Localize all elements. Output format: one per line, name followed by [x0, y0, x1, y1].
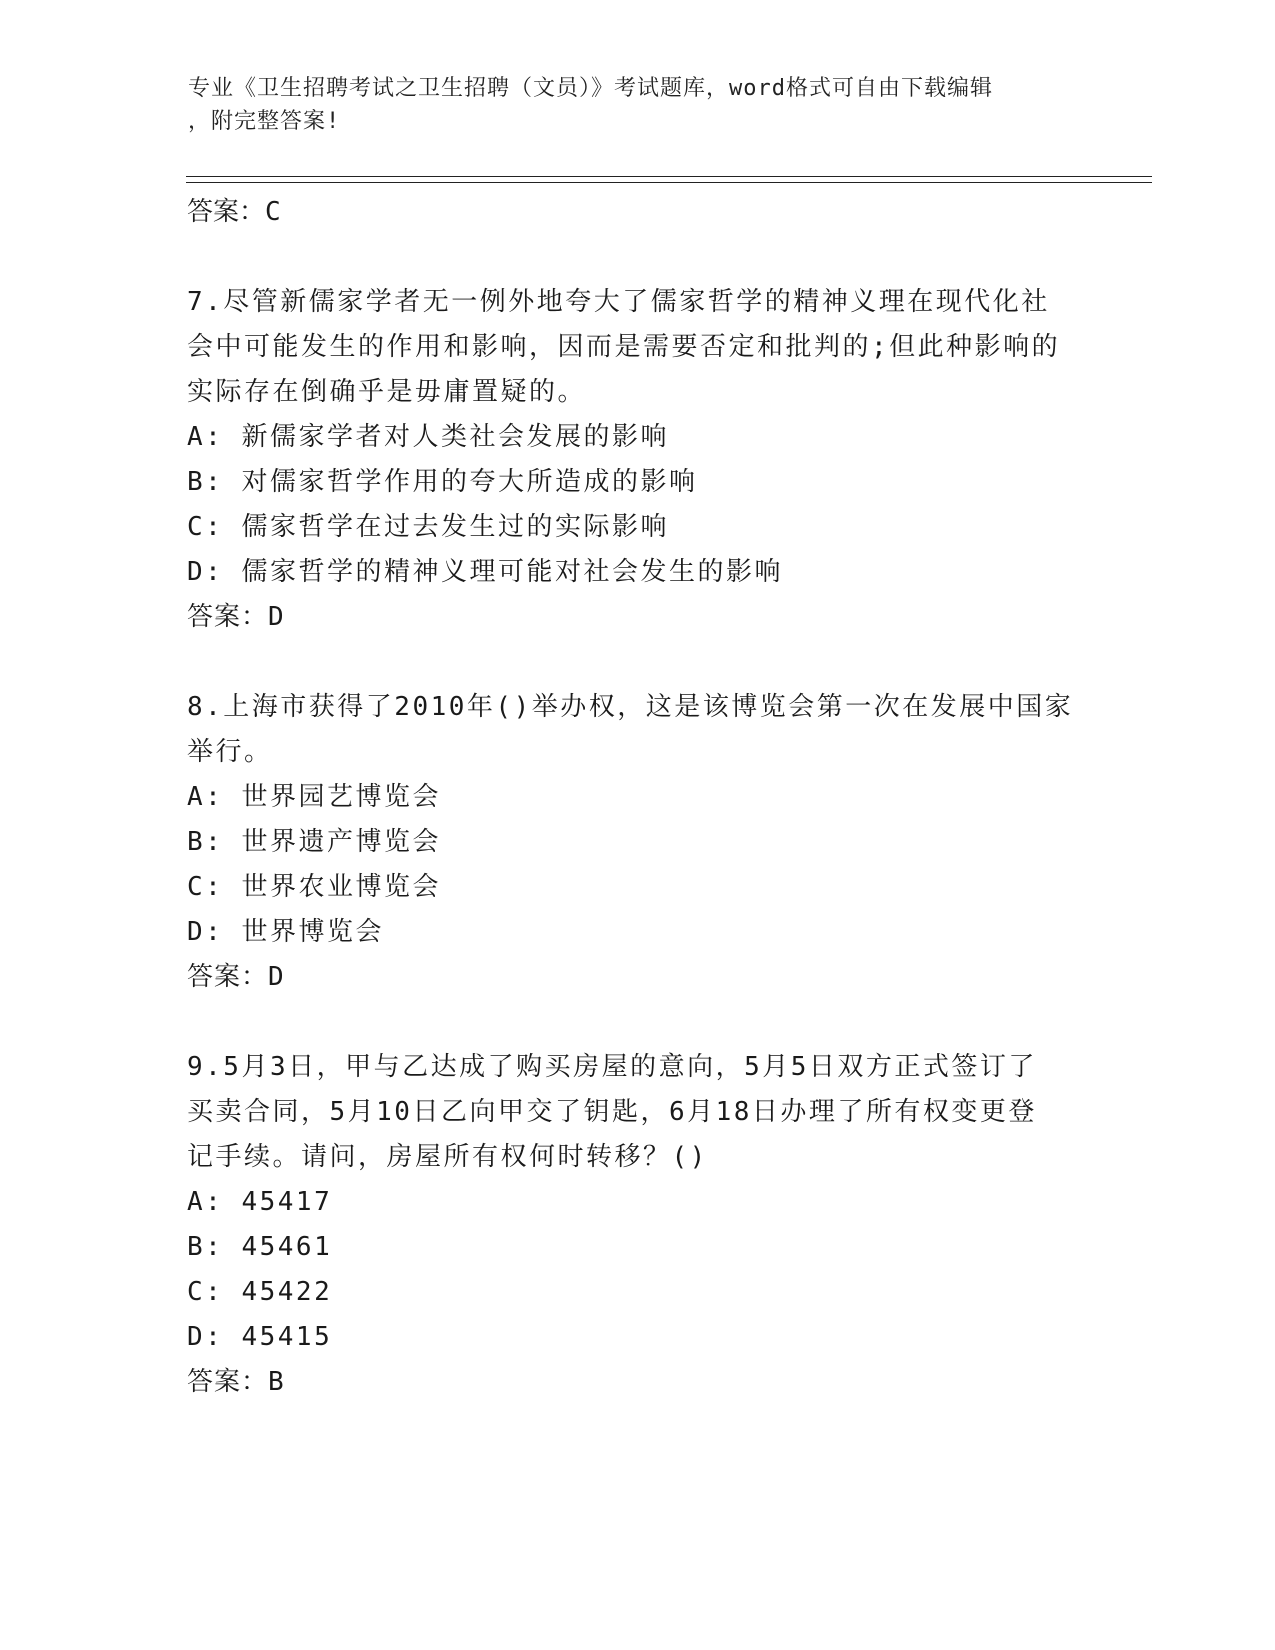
question-8 [187, 685, 1087, 1000]
option-b: B: 世界遗产博览会 [187, 827, 441, 857]
header-divider-top [186, 176, 1152, 177]
question-stem-line: 8.上海市获得了2010年()举办权，这是该博览会第一次在发展中国家 [187, 692, 1074, 722]
answer-line: 答案：D [187, 602, 285, 632]
spacer [187, 640, 1087, 685]
question-stem-line: 9.5月3日，甲与乙达成了购买房屋的意向，5月5日双方正式签订了 [187, 1052, 1037, 1082]
question-stem-line: 买卖合同，5月10日乙向甲交了钥匙，6月18日办理了所有权变更登 [187, 1097, 1037, 1127]
question-7 [187, 280, 1087, 640]
answer-line: 答案：D [187, 962, 285, 992]
header-divider-bottom [186, 182, 1152, 183]
option-a: A: 世界园艺博览会 [187, 782, 441, 812]
question-stem-line: 会中可能发生的作用和影响，因而是需要否定和批判的;但此种影响的 [187, 332, 1061, 362]
spacer [187, 1000, 1087, 1045]
option-c: C: 45422 [187, 1277, 333, 1307]
question-stem-line: 记手续。请问，房屋所有权何时转移？() [187, 1142, 708, 1172]
option-d: D: 世界博览会 [187, 917, 384, 947]
option-c: C: 儒家哲学在过去发生过的实际影响 [187, 512, 669, 542]
question-stem-line: 举行。 [187, 737, 273, 767]
answer-line: 答案：B [187, 1367, 285, 1397]
option-d: D: 45415 [187, 1322, 333, 1352]
document-header [188, 72, 1068, 138]
previous-question-answer: 答案：C [187, 197, 281, 227]
option-c: C: 世界农业博览会 [187, 872, 441, 902]
header-line-1: 专业《卫生招聘考试之卫生招聘（文员）》考试题库，word格式可自由下载编辑 [188, 76, 993, 101]
option-d: D: 儒家哲学的精神义理可能对社会发生的影响 [187, 557, 783, 587]
question-9 [187, 1045, 1087, 1405]
question-stem-line: 7.尽管新儒家学者无一例外地夸大了儒家哲学的精神义理在现代化社 [187, 287, 1050, 317]
question-list [187, 280, 1087, 1405]
question-stem-line: 实际存在倒确乎是毋庸置疑的。 [187, 377, 587, 407]
header-line-2: ，附完整答案! [188, 109, 341, 134]
option-a: A: 45417 [187, 1187, 333, 1217]
option-b: B: 45461 [187, 1232, 333, 1262]
option-b: B: 对儒家哲学作用的夸大所造成的影响 [187, 467, 698, 497]
option-a: A: 新儒家学者对人类社会发展的影响 [187, 422, 669, 452]
